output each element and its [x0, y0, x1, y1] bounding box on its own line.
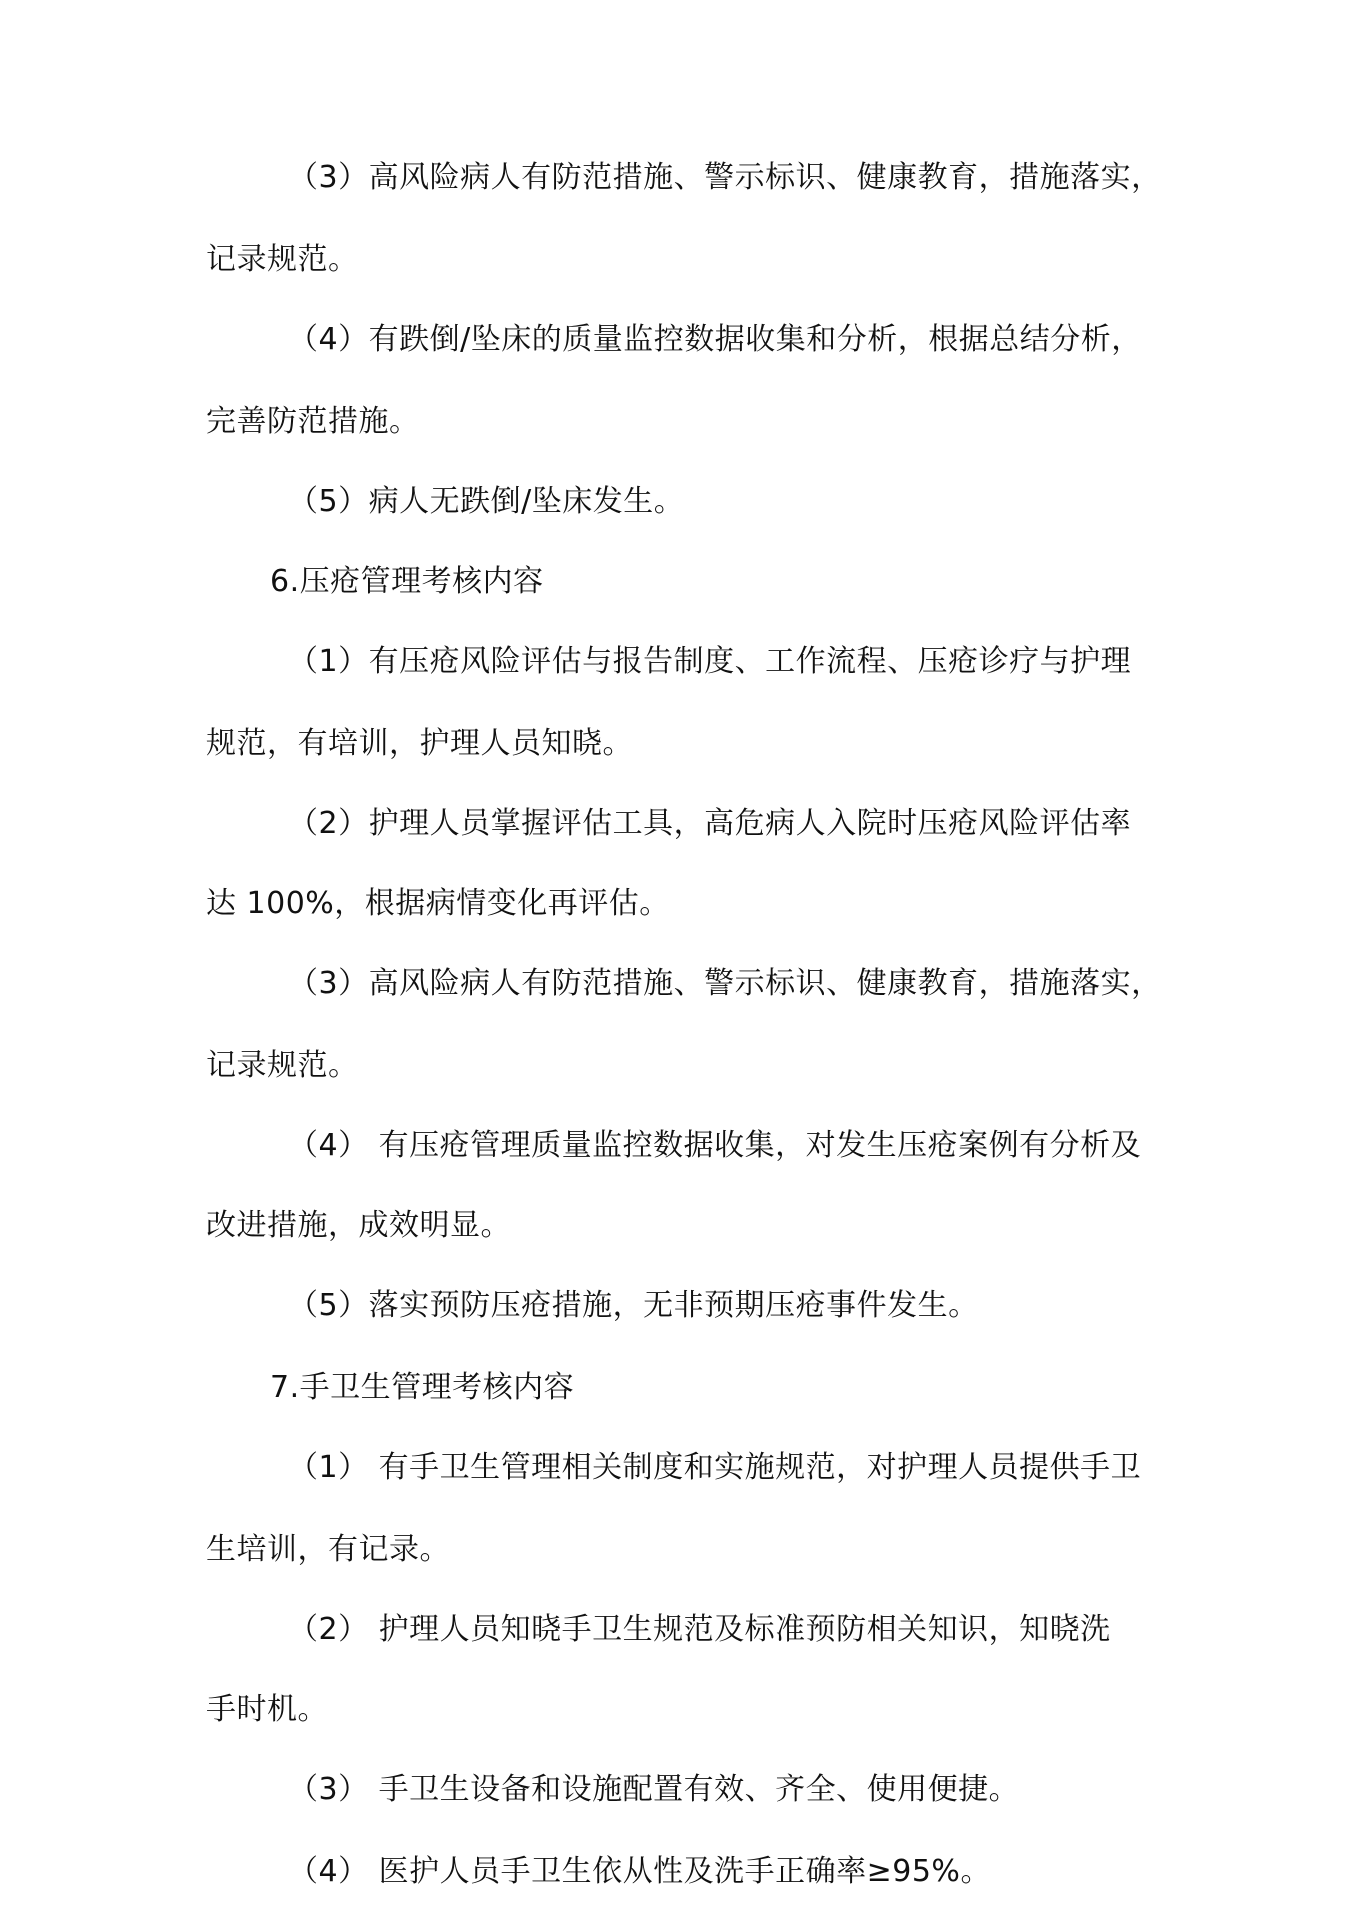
paragraph-line: 记录规范。: [206, 1048, 359, 1083]
paragraph-line: （2） 护理人员知晓手卫生规范及标准预防相关知识，知晓洗: [288, 1612, 1111, 1647]
paragraph-line: 达 100%，根据病情变化再评估。: [206, 886, 670, 921]
paragraph-line: （5）病人无跌倒/坠床发生。: [288, 484, 685, 519]
paragraph-line: （1）有压疮风险评估与报告制度、工作流程、压疮诊疗与护理: [288, 644, 1132, 679]
section-heading: 7.手卫生管理考核内容: [270, 1370, 575, 1405]
paragraph-line: 记录规范。: [206, 242, 359, 277]
paragraph-line: 规范，有培训，护理人员知晓。: [206, 726, 633, 761]
paragraph-line: （3）高风险病人有防范措施、警示标识、健康教育，措施落实，: [288, 966, 1162, 1001]
paragraph-line: 改进措施，成效明显。: [206, 1208, 511, 1243]
paragraph-line: 生培训，有记录。: [206, 1532, 450, 1567]
paragraph-line: （4）有跌倒/坠床的质量监控数据收集和分析，根据总结分析，: [288, 322, 1142, 357]
paragraph-line: （3）高风险病人有防范措施、警示标识、健康教育，措施落实，: [288, 160, 1162, 195]
paragraph-line: 手时机。: [206, 1692, 328, 1727]
paragraph-line: 完善防范措施。: [206, 404, 420, 439]
section-heading: 6.压疮管理考核内容: [270, 564, 544, 599]
paragraph-line: （3） 手卫生设备和设施配置有效、齐全、使用便捷。: [288, 1772, 1020, 1807]
paragraph-line: （2）护理人员掌握评估工具，高危病人入院时压疮风险评估率: [288, 806, 1132, 841]
paragraph-line: （4） 有压疮管理质量监控数据收集，对发生压疮案例有分析及: [288, 1128, 1142, 1163]
paragraph-line: （1） 有手卫生管理相关制度和实施规范，对护理人员提供手卫: [288, 1450, 1142, 1485]
paragraph-line: （5）落实预防压疮措施，无非预期压疮事件发生。: [288, 1288, 979, 1323]
paragraph-line: （4） 医护人员手卫生依从性及洗手正确率≥95%。: [288, 1854, 991, 1889]
